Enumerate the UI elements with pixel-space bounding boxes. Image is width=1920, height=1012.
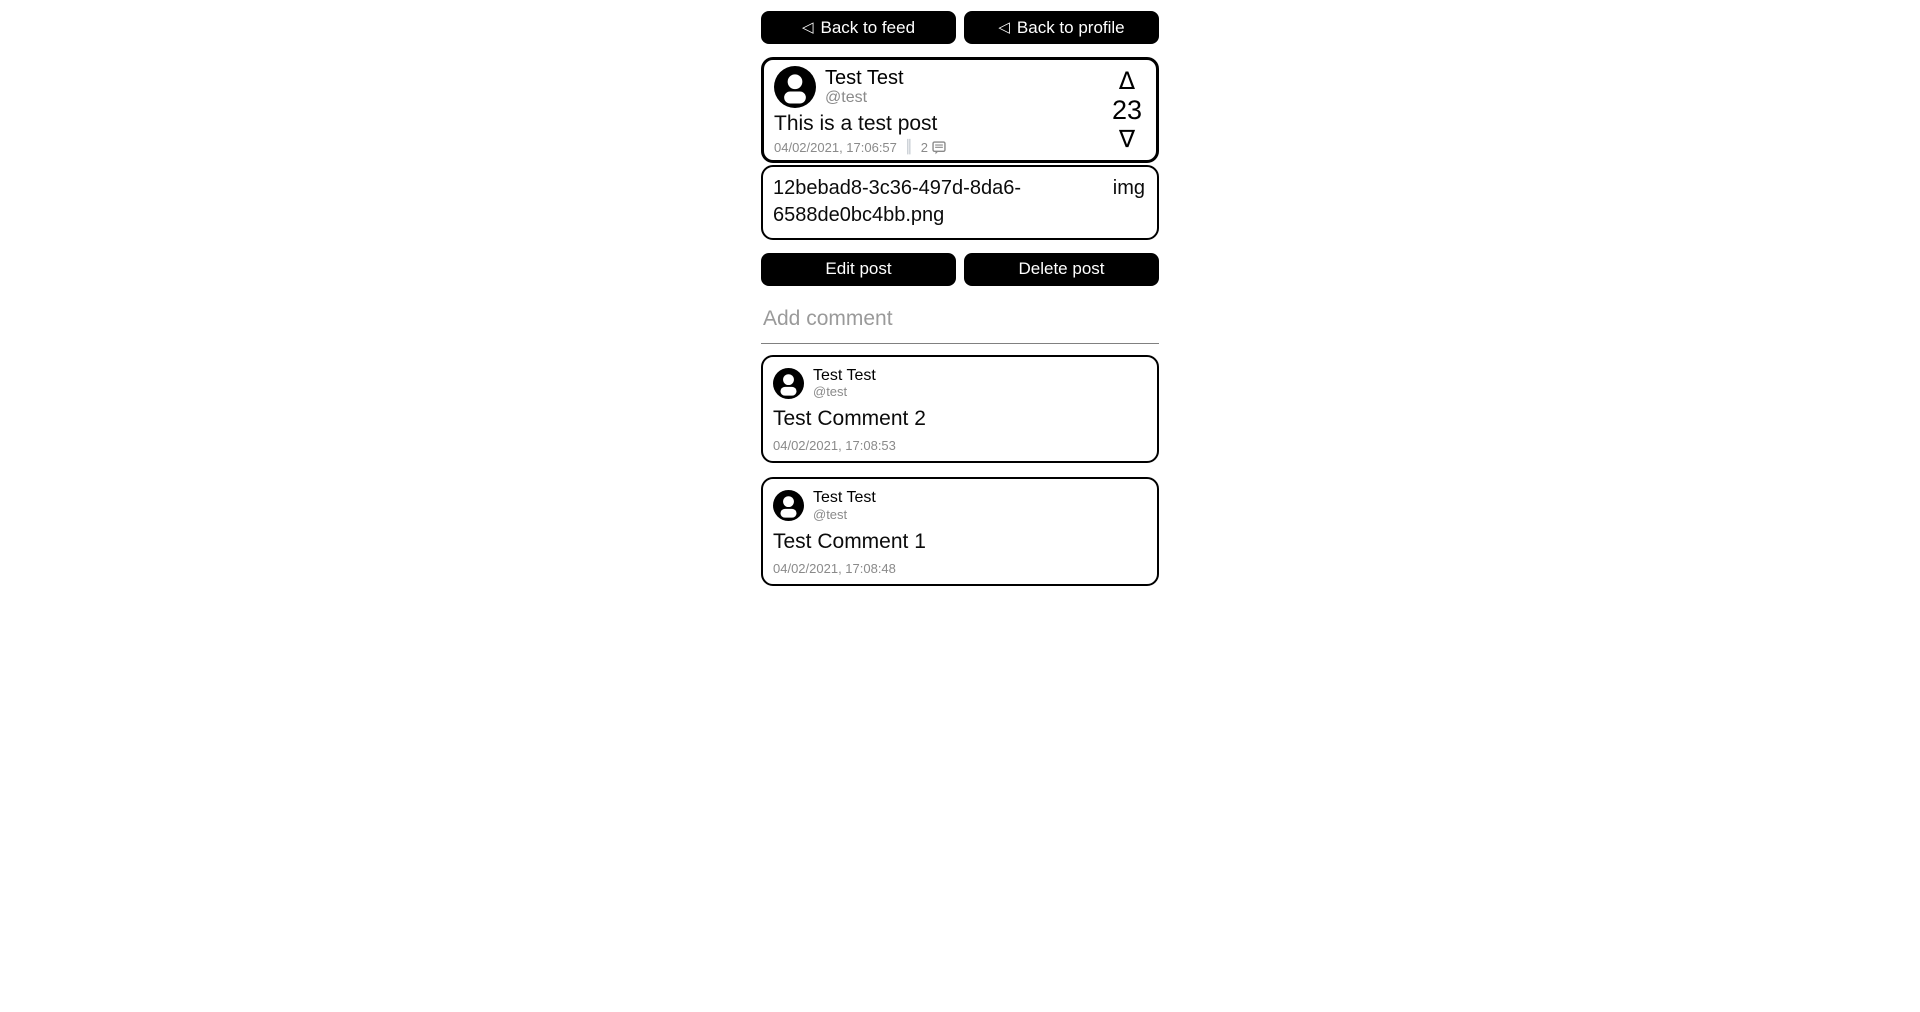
downvote-button[interactable]: ∇ (1118, 125, 1136, 153)
back-triangle-icon: ◁ (801, 19, 814, 36)
delete-post-button[interactable]: Delete post (964, 253, 1159, 286)
back-triangle-icon: ◁ (998, 19, 1010, 36)
upvote-button[interactable]: Δ (1118, 67, 1136, 95)
comment-card (761, 477, 1159, 586)
user-avatar-icon (774, 66, 816, 108)
post-meta-row (774, 140, 1096, 155)
post-card (761, 57, 1159, 163)
comment-card (761, 355, 1159, 464)
post-actions-row (761, 253, 1159, 286)
post-author-info (825, 67, 904, 107)
add-comment-input[interactable] (761, 303, 1159, 344)
post-timestamp: 04/02/2021, 17:06:57 (774, 140, 897, 156)
post-text: This is a test post (774, 112, 938, 135)
user-avatar-icon (773, 368, 804, 399)
content-column (761, 0, 1159, 586)
comment-timestamp: 04/02/2021, 17:08:53 (773, 438, 896, 454)
comment-text: Test Comment 2 (773, 406, 926, 430)
comment-author-name: Test Test (813, 366, 876, 384)
vote-score: 23 (1111, 95, 1143, 125)
comment-count-group (921, 140, 946, 155)
post-author-row (774, 66, 1096, 108)
post-author-name: Test Test (825, 66, 904, 89)
comment-author-handle: @test (813, 506, 848, 522)
comment-bubble-icon (932, 141, 946, 155)
back-to-profile-label: Back to profile (1016, 17, 1125, 37)
comment-author-handle: @test (813, 384, 848, 400)
comment-author-info (813, 489, 876, 522)
attachment-filename: 12bebad8-3c36-497d-8da6-6588de0bc4bb.png (773, 177, 1021, 227)
post-author-handle: @test (825, 89, 868, 107)
comment-author-row (773, 489, 1145, 522)
vote-column (1106, 67, 1148, 154)
comment-author-row (773, 367, 1145, 400)
edit-post-button[interactable]: Edit post (761, 253, 956, 286)
back-to-profile-button[interactable] (964, 11, 1159, 44)
nav-button-row (761, 11, 1159, 44)
comment-count: 2 (920, 140, 928, 156)
user-avatar-icon (773, 490, 804, 521)
comment-text: Test Comment 1 (773, 529, 926, 553)
attachment-type-label: img (1112, 177, 1145, 200)
comment-author-name: Test Test (813, 489, 876, 507)
attachment-item[interactable] (761, 165, 1159, 239)
comment-timestamp: 04/02/2021, 17:08:48 (773, 560, 896, 576)
meta-separator: ║ (904, 140, 913, 156)
back-to-feed-label: Back to feed (820, 17, 916, 37)
back-to-feed-button[interactable] (761, 11, 956, 44)
comment-author-info (813, 367, 876, 400)
